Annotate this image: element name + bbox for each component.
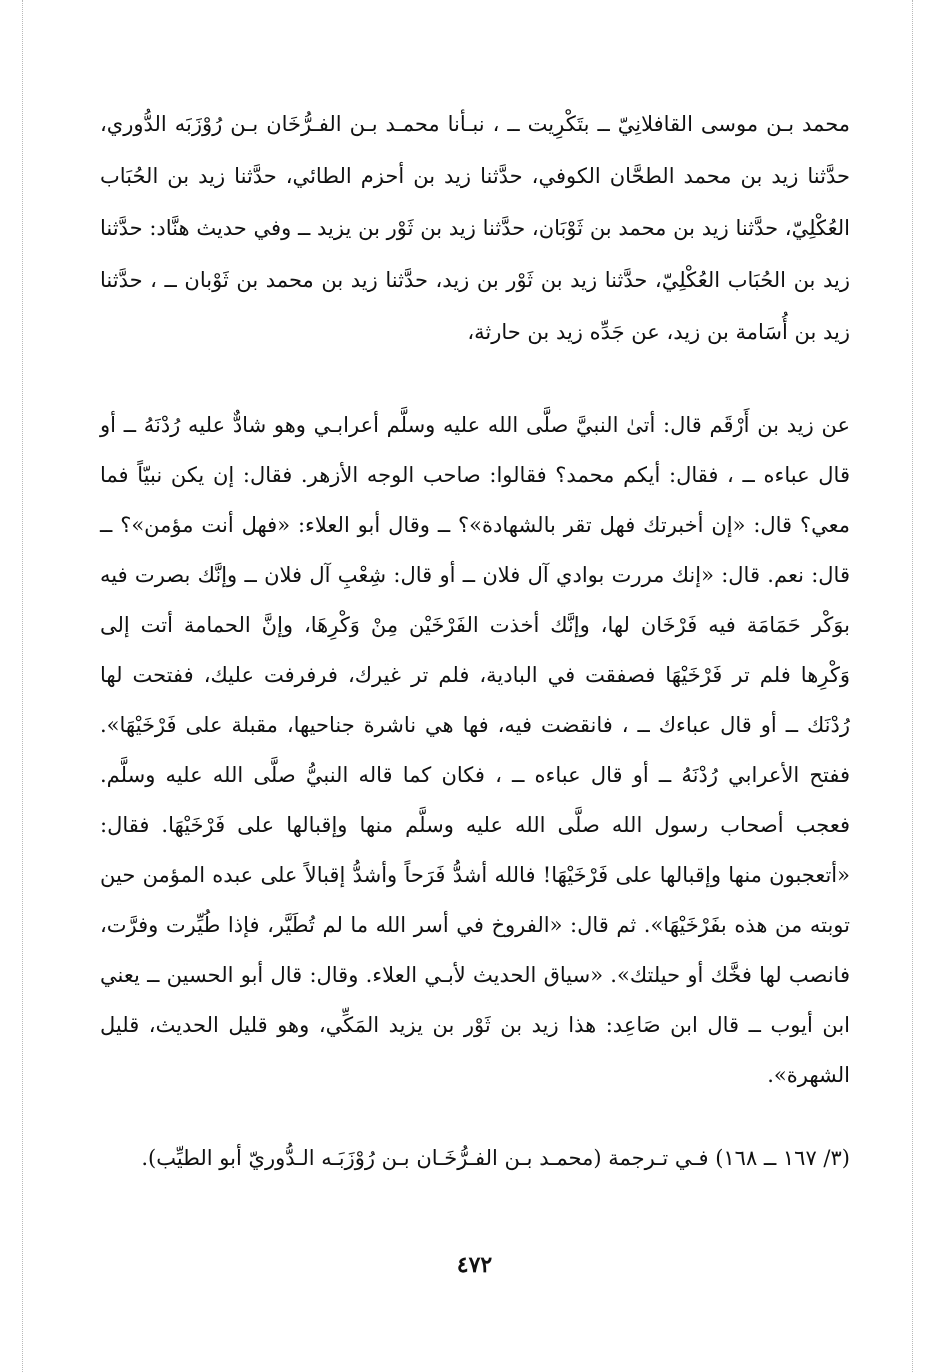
hadith-paragraph: عن زيد بن أَرْقَم قال: أتىٰ النبيَّ صلَّى الله عليه وسلَّم أعرابـي وهو شادٌّ عليه رُدْنَهُ ــ أو قال عباءه ــ ، فقال: أيكم محمد؟ فقالوا: صاحب الوجه الأزهر. فقال: إن يكن نبيّاً فما معي؟ قال: «إن أخبرتك فهل تقر بالشهادة»؟ ــ وقال أبو العلاء: «فهل أنت مؤمن»؟ ــ قال: نعم. قال: «إنك مررت بوادي آل فلان ــ أو قال: شِعْبِ آل فلان ــ وإنَّك بصرت فيه بوَكْر حَمَامَة فيه فَرْخَان لها، وإنَّك أخذت الفَرْخَيْن مِنْ وَكْرِهَا، وإنَّ الحمامة أتت إلى وَكْرِها فلم تر فَرْخَيْهَا فصفقت في البادية، فلم تر غيرك، فرفرفت عليك، ففتحت لها رُدْنَك ــ أو قال عباءك ــ ، فانقضت فيه، فها هي ناشرة جناحيها، مقبلة على فَرْخَيْهَا». ففتح الأعرابي رُدْنَهُ ــ أو قال عباءه ــ ، فكان كما قاله النبيُّ صلَّى الله عليه وسلَّم. فعجب أصحاب رسول الله صلَّى الله عليه وسلَّم منها وإقبالها على فَرْخَيْهَا. فقال: «أتعجبون منها وإقبالها على فَرْخَيْهَا! فالله أشدُّ فَرَحاً وأشدُّ إقبالاً على عبده المؤمن حين توبته من هذه بفَرْخَيْهَا». ثم قال: «الفروخ في أسر الله ما لم تُطَيَّر، فإذا طُيِّرت وفرَّت، فانصب لها فخَّك أو حيلتك». «سياق الحديث لأبـي العلاء. وقال: قال أبو الحسين ــ يعني ابن أيوب ــ قال ابن صَاعِد: هذا زيد بن ثَوْر بن يزيد المَكِّي، وهو قليل الحديث، قليل الشهرة». (100, 413, 850, 1087)
right-margin-guide (912, 0, 913, 1372)
footnote-paragraph-block (100, 1130, 850, 1186)
hadith-paragraph-block (100, 400, 850, 1100)
isnad-paragraph-block (100, 98, 850, 358)
left-margin-guide (22, 0, 23, 1372)
page-number: ٤٧٢ (456, 1252, 493, 1278)
isnad-paragraph: محمد بـن موسى القافلانِيّ ــ بتَكْرِيت ــ ، نبـأنا محمـد بـن الفـرُّخَان بـن رُوْزَبَه الدُّوري، حدَّثنا زيد بن محمد الطحَّان الكوفي، حدَّثنا زيد بن أحزم الطائي، حدَّثنا زيد بن الحُبَاب العُكْلِيّ، حدَّثنا زيد بن محمد بن ثَوْبَان، حدَّثنا زيد بن ثَوْر بن يزيد ــ وفي حديث هنَّاد: حدَّثنا زيد بن الحُبَاب العُكْلِيّ، حدَّثنا زيد بن ثَوْر بن زيد، حدَّثنا زيد بن محمد بن ثَوْبان ــ ، حدَّثنا زيد بن أُسَامة بن زيد، عن جَدِّه زيد بن حارثة، (100, 112, 850, 344)
footnote-paragraph: (٣/ ١٦٧ ــ ١٦٨) فـي تـرجمة (محمـد بـن الفـرُّخَـان بـن رُوْزَبَـه الـدُّوريّ أبو الطيِّب). (141, 1146, 850, 1170)
